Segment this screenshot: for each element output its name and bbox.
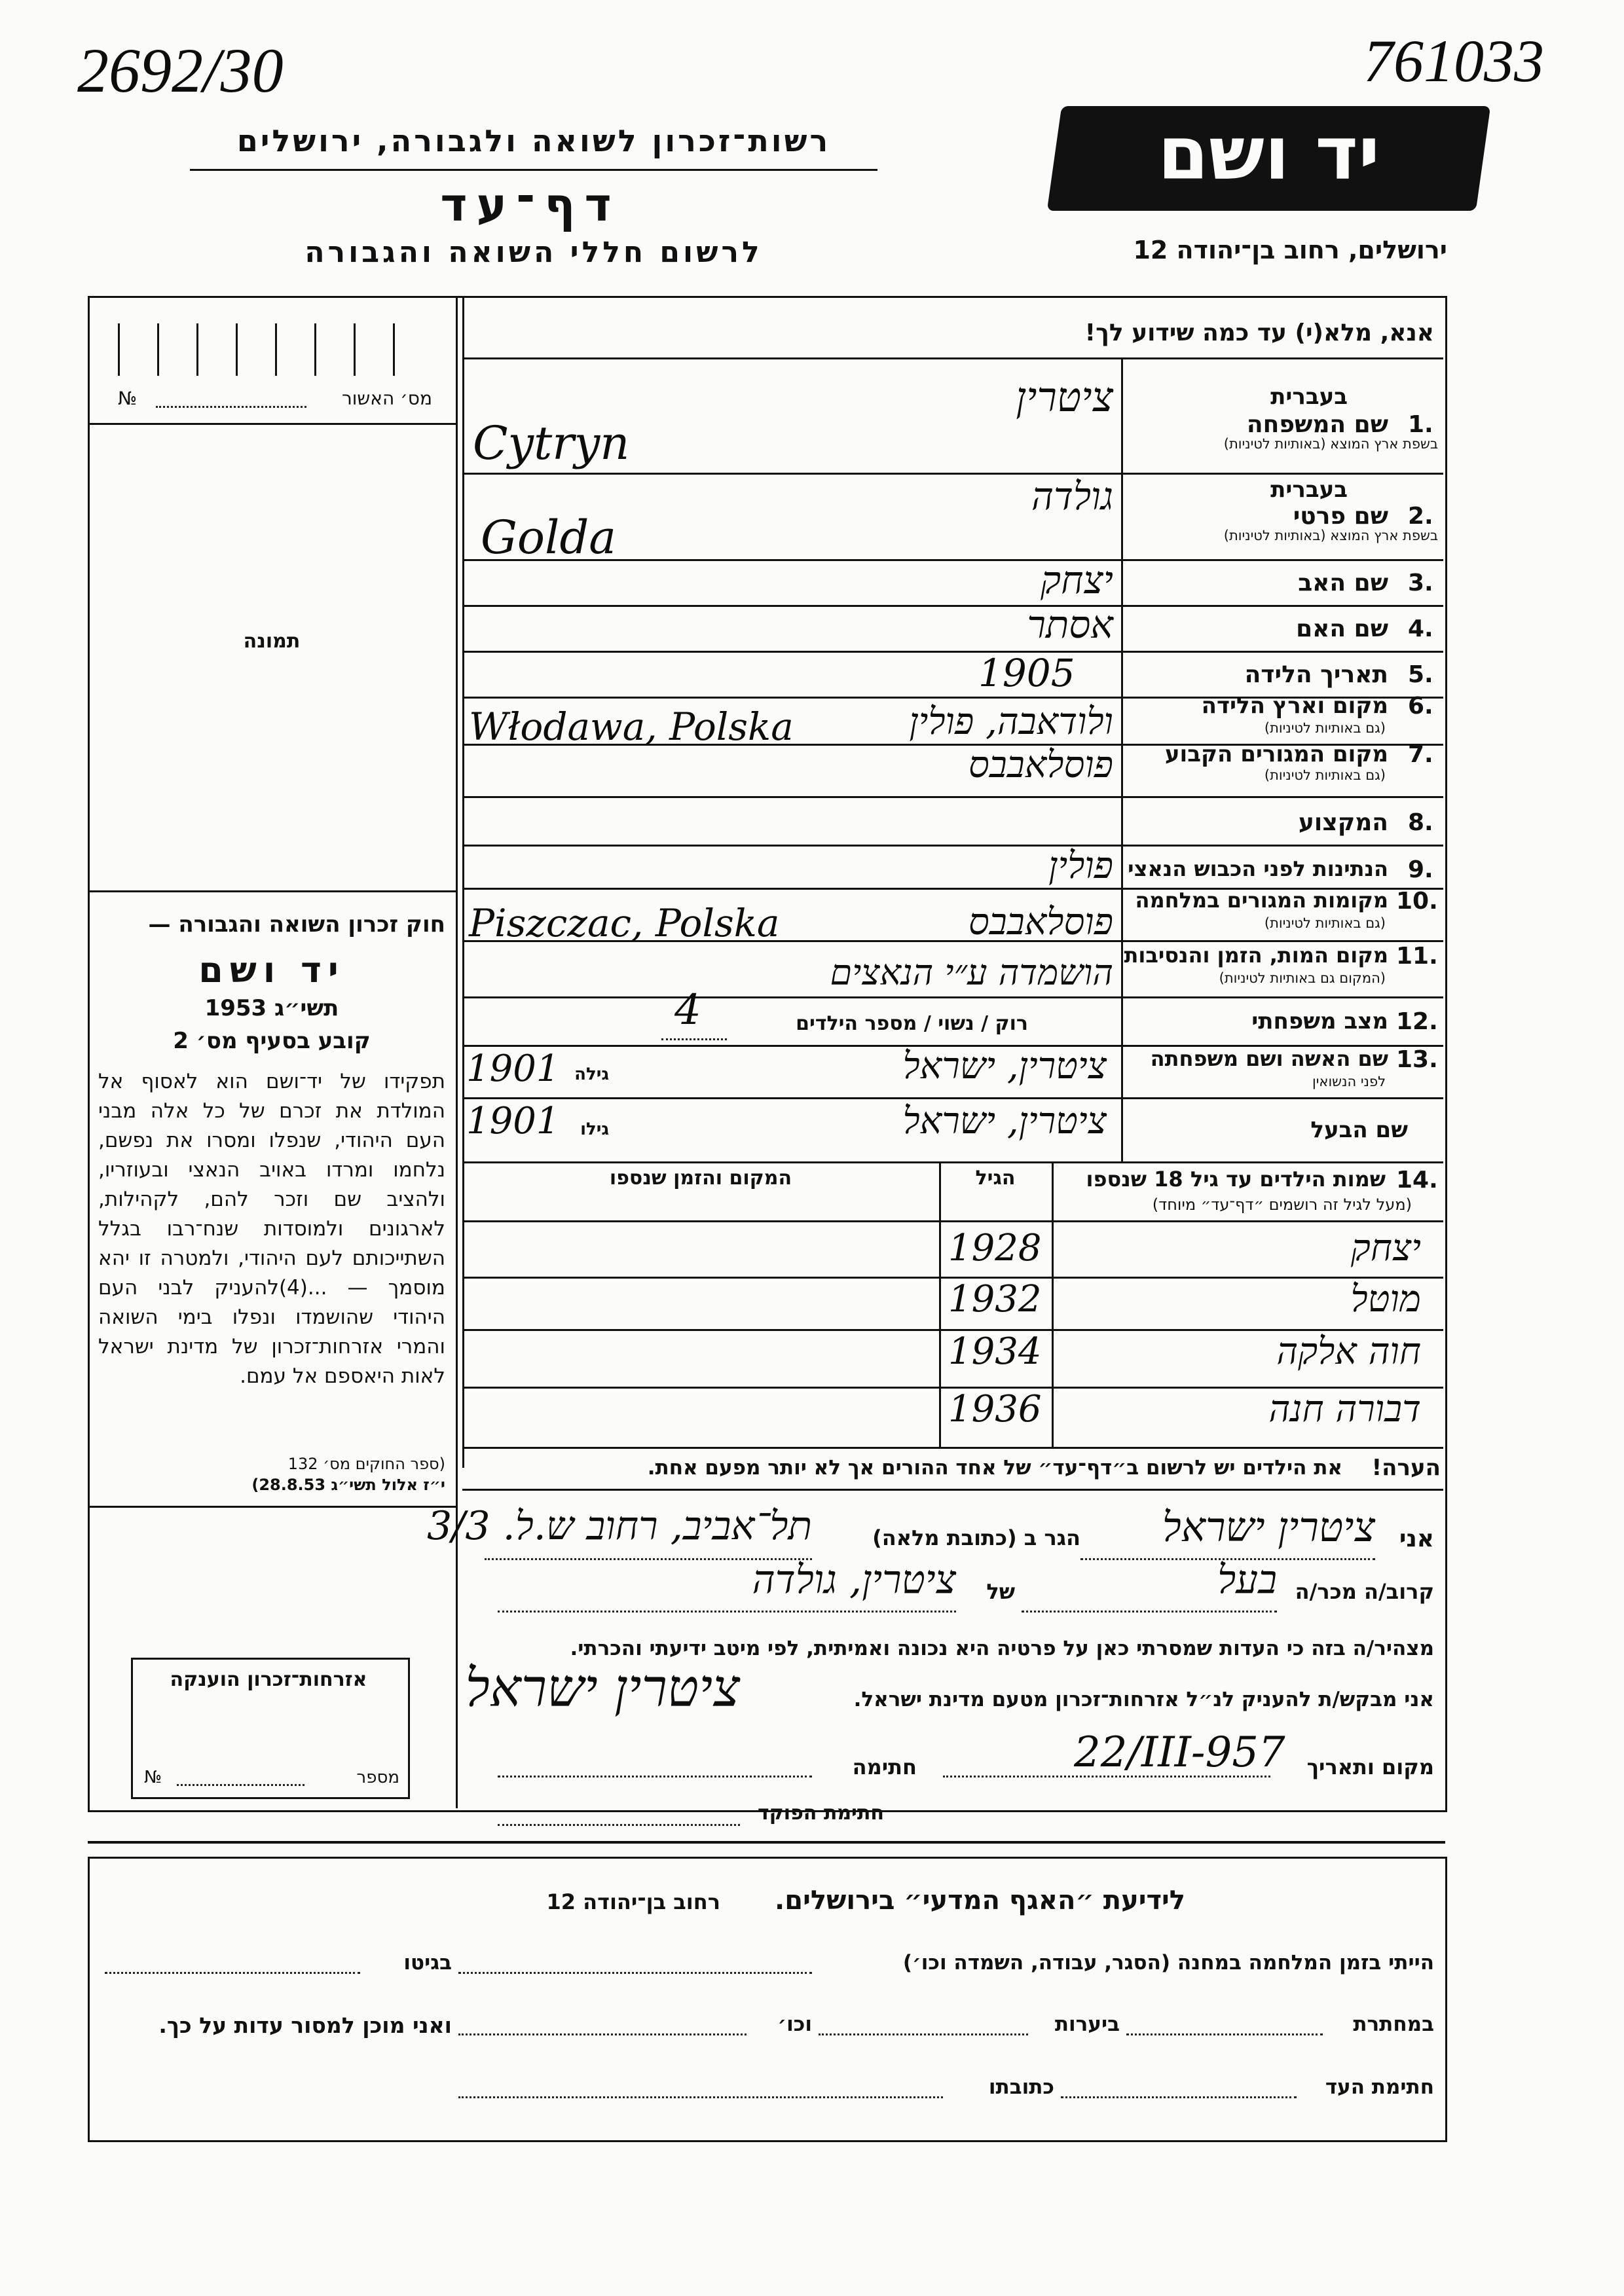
field-6-value-hebrew: ולודאבה, פולין	[909, 701, 1113, 743]
field-10-value-hebrew: פוסלאבבס	[968, 901, 1113, 943]
field-11-value: הושמדה ע״י הנאצים	[830, 952, 1113, 993]
children-header-divider	[462, 1220, 1443, 1222]
declarant-relative-label: קרוב/ה מכר/ה	[1295, 1579, 1434, 1604]
field-7-sub: (גם באותיות לטיניות)	[1264, 767, 1386, 783]
place-date-label: מקום ותאריך	[1306, 1755, 1434, 1779]
children-col-age: הגיל	[975, 1167, 1016, 1190]
field-1-sub: בשפת ארץ המוצא (באותיות לטיניות)	[1223, 436, 1438, 452]
field-5-number: 5.	[1408, 661, 1433, 688]
declaration-text: מצהיר/ה בזה כי העדות שמסרתי כאן על פרטיה היא נכונה ואמיתית, לפי מיטב ידיעתי והכרתי.	[570, 1637, 1434, 1660]
instruction-divider	[462, 357, 1443, 359]
field-9-value: פולין	[1048, 845, 1113, 887]
husband-value: ציטרין, ישראל	[902, 1100, 1107, 1142]
field-13-sub: לפני הנשואין	[1312, 1074, 1386, 1089]
declarant-of-label: של	[986, 1579, 1015, 1604]
field-1-label: שם המשפחה	[1246, 411, 1388, 438]
footer-line-2-forests: ביערות	[1054, 2013, 1120, 2036]
field-6-sub: (גם באותיות לטיניות)	[1264, 720, 1386, 736]
photo-label: תמונה	[243, 630, 301, 653]
footer-address-line	[458, 2096, 943, 2098]
note-divider	[462, 1489, 1443, 1491]
declarant-i-label: אני	[1399, 1525, 1434, 1552]
children-col-divider-age	[939, 1161, 941, 1447]
citizenship-title: אזרחות־זכרון הוענקה	[170, 1668, 367, 1691]
field-2-value-hebrew: גולדה	[1031, 474, 1113, 519]
footer-address-label: כתובתו	[988, 2075, 1054, 2099]
approval-number-line	[156, 406, 306, 408]
footer-underground-line	[1126, 2033, 1323, 2035]
instruction-text: אנא, מלא(י) עד כמה שידוע לך!	[1084, 319, 1434, 346]
institution-address: ירושלים, רחוב בן־יהודה 12	[1133, 236, 1447, 264]
field-13-number: 13.	[1396, 1046, 1438, 1073]
field-13-label: שם האשה ושם משפחתה	[1150, 1046, 1388, 1071]
logo-text: יד ושם	[1157, 111, 1380, 196]
field-1-number: 1.	[1408, 411, 1433, 438]
law-year: תשי״ג 1953	[204, 995, 339, 1021]
footer-witness-signature-label: חתימת העד	[1325, 2075, 1434, 2099]
field-12-options: רוק / נשוי / מספר הילדים	[796, 1012, 1028, 1035]
row-divider-13	[462, 1097, 1443, 1099]
field-13-age-label: גילה	[574, 1065, 609, 1084]
footer-forests-line	[819, 2033, 1028, 2035]
request-text: אני מבקש/ת להעניק לנ״ל אזרחות־זכרון מטעם מדינת ישראל.	[853, 1688, 1434, 1711]
signature-line	[498, 1776, 812, 1777]
form-column-divider-inner	[462, 296, 464, 1468]
law-clause: קובע בסעיף מס׳ 2	[173, 1028, 371, 1054]
signature-label: חתימה	[852, 1755, 917, 1779]
children-table-bottom	[462, 1447, 1443, 1449]
children-col-place: המקום והזמן שנספו	[609, 1167, 792, 1190]
approval-tick-boxes	[105, 317, 445, 379]
authority-name: רשות־זכרון לשואה ולגבורה, ירושלים	[236, 123, 831, 158]
law-title: חוק זכרון השואה והגבורה —	[148, 911, 445, 938]
field-9-number: 9.	[1408, 856, 1433, 883]
declarant-of-value: ציטרין, גולדה	[752, 1557, 956, 1603]
husband-label: שם הבעל	[1310, 1117, 1408, 1143]
footer-camp-line	[458, 1972, 812, 1974]
field-3-value: יצחק	[1041, 558, 1113, 602]
place-date-value: 22/III-957	[1074, 1728, 1285, 1777]
declarant-relation-line	[1022, 1611, 1277, 1613]
declarant-resides-label: הגר ב (כתובת מלאה)	[872, 1525, 1080, 1550]
child-name: יצחק	[1350, 1227, 1421, 1269]
husband-year: 1901	[466, 1100, 560, 1142]
field-2-value-latin: Golda	[481, 511, 616, 564]
row-divider-7	[462, 796, 1443, 798]
field-10-number: 10.	[1396, 888, 1438, 915]
field-6-value-latin: Włodawa, Polska	[469, 704, 794, 749]
field-10-sub: (גם באותיות לטיניות)	[1264, 915, 1386, 931]
children-sub: (מעל לגיל זה רושמים ״דף־עד״ מיוחד)	[1152, 1195, 1412, 1214]
children-col-divider-name	[1052, 1161, 1054, 1447]
field-8-label: המקצוע	[1298, 809, 1388, 836]
field-1-hebrew-tag: בעברית	[1270, 384, 1348, 410]
child-name: מוטל	[1350, 1278, 1421, 1321]
husband-age-label: גילו	[580, 1120, 609, 1139]
place-date-line	[943, 1776, 1270, 1777]
field-11-sub: (המקום גם באותיות לטיניות)	[1219, 970, 1386, 986]
field-12-label: מצב משפחתי	[1251, 1008, 1388, 1034]
children-number: 14.	[1396, 1167, 1438, 1194]
form-column-divider	[456, 296, 458, 1808]
child-year: 1936	[948, 1388, 1042, 1430]
footer-line-1-ghetto: בגיטו	[403, 1951, 452, 1975]
field-2-hebrew-tag: בעברית	[1270, 477, 1348, 503]
footer-line-2-underground: במחתרת	[1353, 2013, 1434, 2036]
declarant-relation: בעל	[1217, 1557, 1277, 1603]
field-12-number: 12.	[1396, 1008, 1438, 1035]
approval-number-label: מס׳ האשור	[341, 388, 432, 409]
law-reference-1: (ספר החוקים מס׳ 132	[287, 1455, 445, 1473]
citizenship-number-label: מספר	[356, 1768, 399, 1787]
declarant-name: ציטרין ישראל	[1162, 1503, 1375, 1551]
field-4-value: אסתר	[1027, 602, 1113, 647]
footer-heading: לידיעת ״האגף המדעי״ בירושלים.	[775, 1886, 1185, 1916]
field-11-label: מקום המות, הזמן והנסיבות	[1124, 943, 1388, 968]
field-6-label: מקום וארץ הלידה	[1201, 693, 1388, 719]
photo-divider	[88, 890, 456, 892]
field-9-label: הנתינות לפני הכבוש הנאצי	[1128, 856, 1388, 881]
field-12-children-line	[661, 1038, 727, 1040]
child-name: דבורה חנה	[1268, 1388, 1421, 1430]
law-name: יד ושם	[198, 949, 345, 991]
footer-heading-address: רחוב בן־יהודה 12	[546, 1889, 720, 1914]
row-divider-11	[462, 996, 1443, 998]
citizenship-number-line	[177, 1784, 304, 1786]
footer-line-1-camp: הייתי בזמן המלחמה במחנה (הסגר, עבודה, השמדה וכו׳)	[902, 1951, 1434, 1975]
page-subtitle: לרשום חללי השואה והגבורה	[304, 236, 763, 269]
field-1-value-latin: Cytryn	[473, 416, 630, 470]
note-text: את הילדים יש לרשום ב״דף־עד״ של אחד ההורים אך לא יותר מפעם אחת.	[647, 1456, 1342, 1480]
law-reference-2: י״ז אלול תשי״ג 28.8.53)	[251, 1476, 445, 1494]
note-label: הערה!	[1371, 1455, 1441, 1481]
field-3-label: שם האב	[1298, 570, 1388, 596]
husband-divider	[462, 1161, 1443, 1163]
approval-divider	[88, 423, 456, 425]
field-3-number: 3.	[1408, 570, 1433, 596]
citizenship-no-sign: №	[144, 1768, 162, 1787]
field-7-label: מקום המגורים הקבוע	[1164, 741, 1388, 767]
field-13-year: 1901	[466, 1048, 560, 1090]
law-text: תפקידו של יד־ושם הוא לאסוף אל המולדת את זכרם של כל אלה מבני העם היהודי, שנפלו ומסרו את נפשם, נלחמו ומרדו באויב הנאצי ובעוזריו, ולהציב שם וזכר להם, לקהילות, לארגונים ולמוסדות שנח־רבו בגלל השתייכותם לעם היהודי, ולמטרה זו יהא מוסמך — ...(4)להעניק לבני העם היהודי שהושמדו ונפלו בימי השואה והמרי אזרחות־זכרון של מדינת ישראל לאות היאספם אל עמם.	[98, 1070, 445, 1388]
officer-signature-line	[498, 1824, 740, 1826]
child-year: 1928	[948, 1227, 1042, 1269]
authority-underline	[190, 169, 877, 171]
archive-number-right: 761033	[1363, 27, 1544, 94]
field-8-number: 8.	[1408, 809, 1433, 836]
archive-number-left: 2692/30	[77, 35, 284, 105]
field-2-label: שם פרטי	[1293, 503, 1388, 530]
label-column-divider	[1121, 357, 1123, 1161]
field-5-value: 1905	[978, 651, 1075, 695]
field-7-value: פוסלאבבס	[968, 744, 1113, 786]
declarant-address: תל־אביב, רחוב ש.ל. 3/3	[427, 1503, 812, 1549]
footer-top-rule	[88, 1841, 1445, 1844]
row-divider-4	[462, 651, 1443, 653]
officer-signature-label: חתימת הפוקד	[758, 1802, 884, 1825]
approval-no-sign: №	[118, 388, 138, 409]
field-13-value: ציטרין, ישראל	[902, 1045, 1107, 1087]
declarant-signature: ציטרין ישראל	[465, 1658, 740, 1719]
declarant-of-line	[498, 1611, 956, 1613]
row-divider-10	[462, 940, 1443, 942]
field-12-children-count: 4	[674, 986, 701, 1034]
law-divider	[88, 1506, 456, 1508]
page-title: דף־עד	[440, 178, 621, 232]
field-2-number: 2.	[1408, 503, 1433, 530]
footer-line-2-etc: וכו׳	[777, 2013, 812, 2036]
footer-ghetto-line	[105, 1972, 360, 1974]
field-4-number: 4.	[1408, 615, 1433, 642]
child-year: 1934	[948, 1330, 1042, 1373]
field-11-number: 11.	[1396, 943, 1438, 970]
field-7-number: 7.	[1408, 741, 1433, 768]
footer-etc-line	[458, 2033, 747, 2035]
child-name: חוה אלקה	[1276, 1330, 1421, 1373]
field-10-label: מקומות המגורים במלחמה	[1135, 888, 1388, 913]
field-10-value-latin: Piszczac, Polska	[469, 901, 780, 945]
field-4-label: שם האם	[1296, 615, 1388, 642]
child-year: 1932	[948, 1278, 1042, 1321]
footer-witness-signature-line	[1061, 2096, 1297, 2098]
field-1-value-hebrew: ציטרין	[1016, 373, 1113, 421]
children-label: שמות הילדים עד גיל 18 שנספו	[1086, 1167, 1386, 1192]
field-2-sub: בשפת ארץ המוצא (באותיות לטיניות)	[1223, 528, 1438, 543]
footer-line-2-testimony: ואני מוכן למסור עדות על כך.	[158, 2013, 452, 2038]
field-5-label: תאריך הלידה	[1244, 661, 1388, 688]
field-6-number: 6.	[1408, 693, 1433, 720]
